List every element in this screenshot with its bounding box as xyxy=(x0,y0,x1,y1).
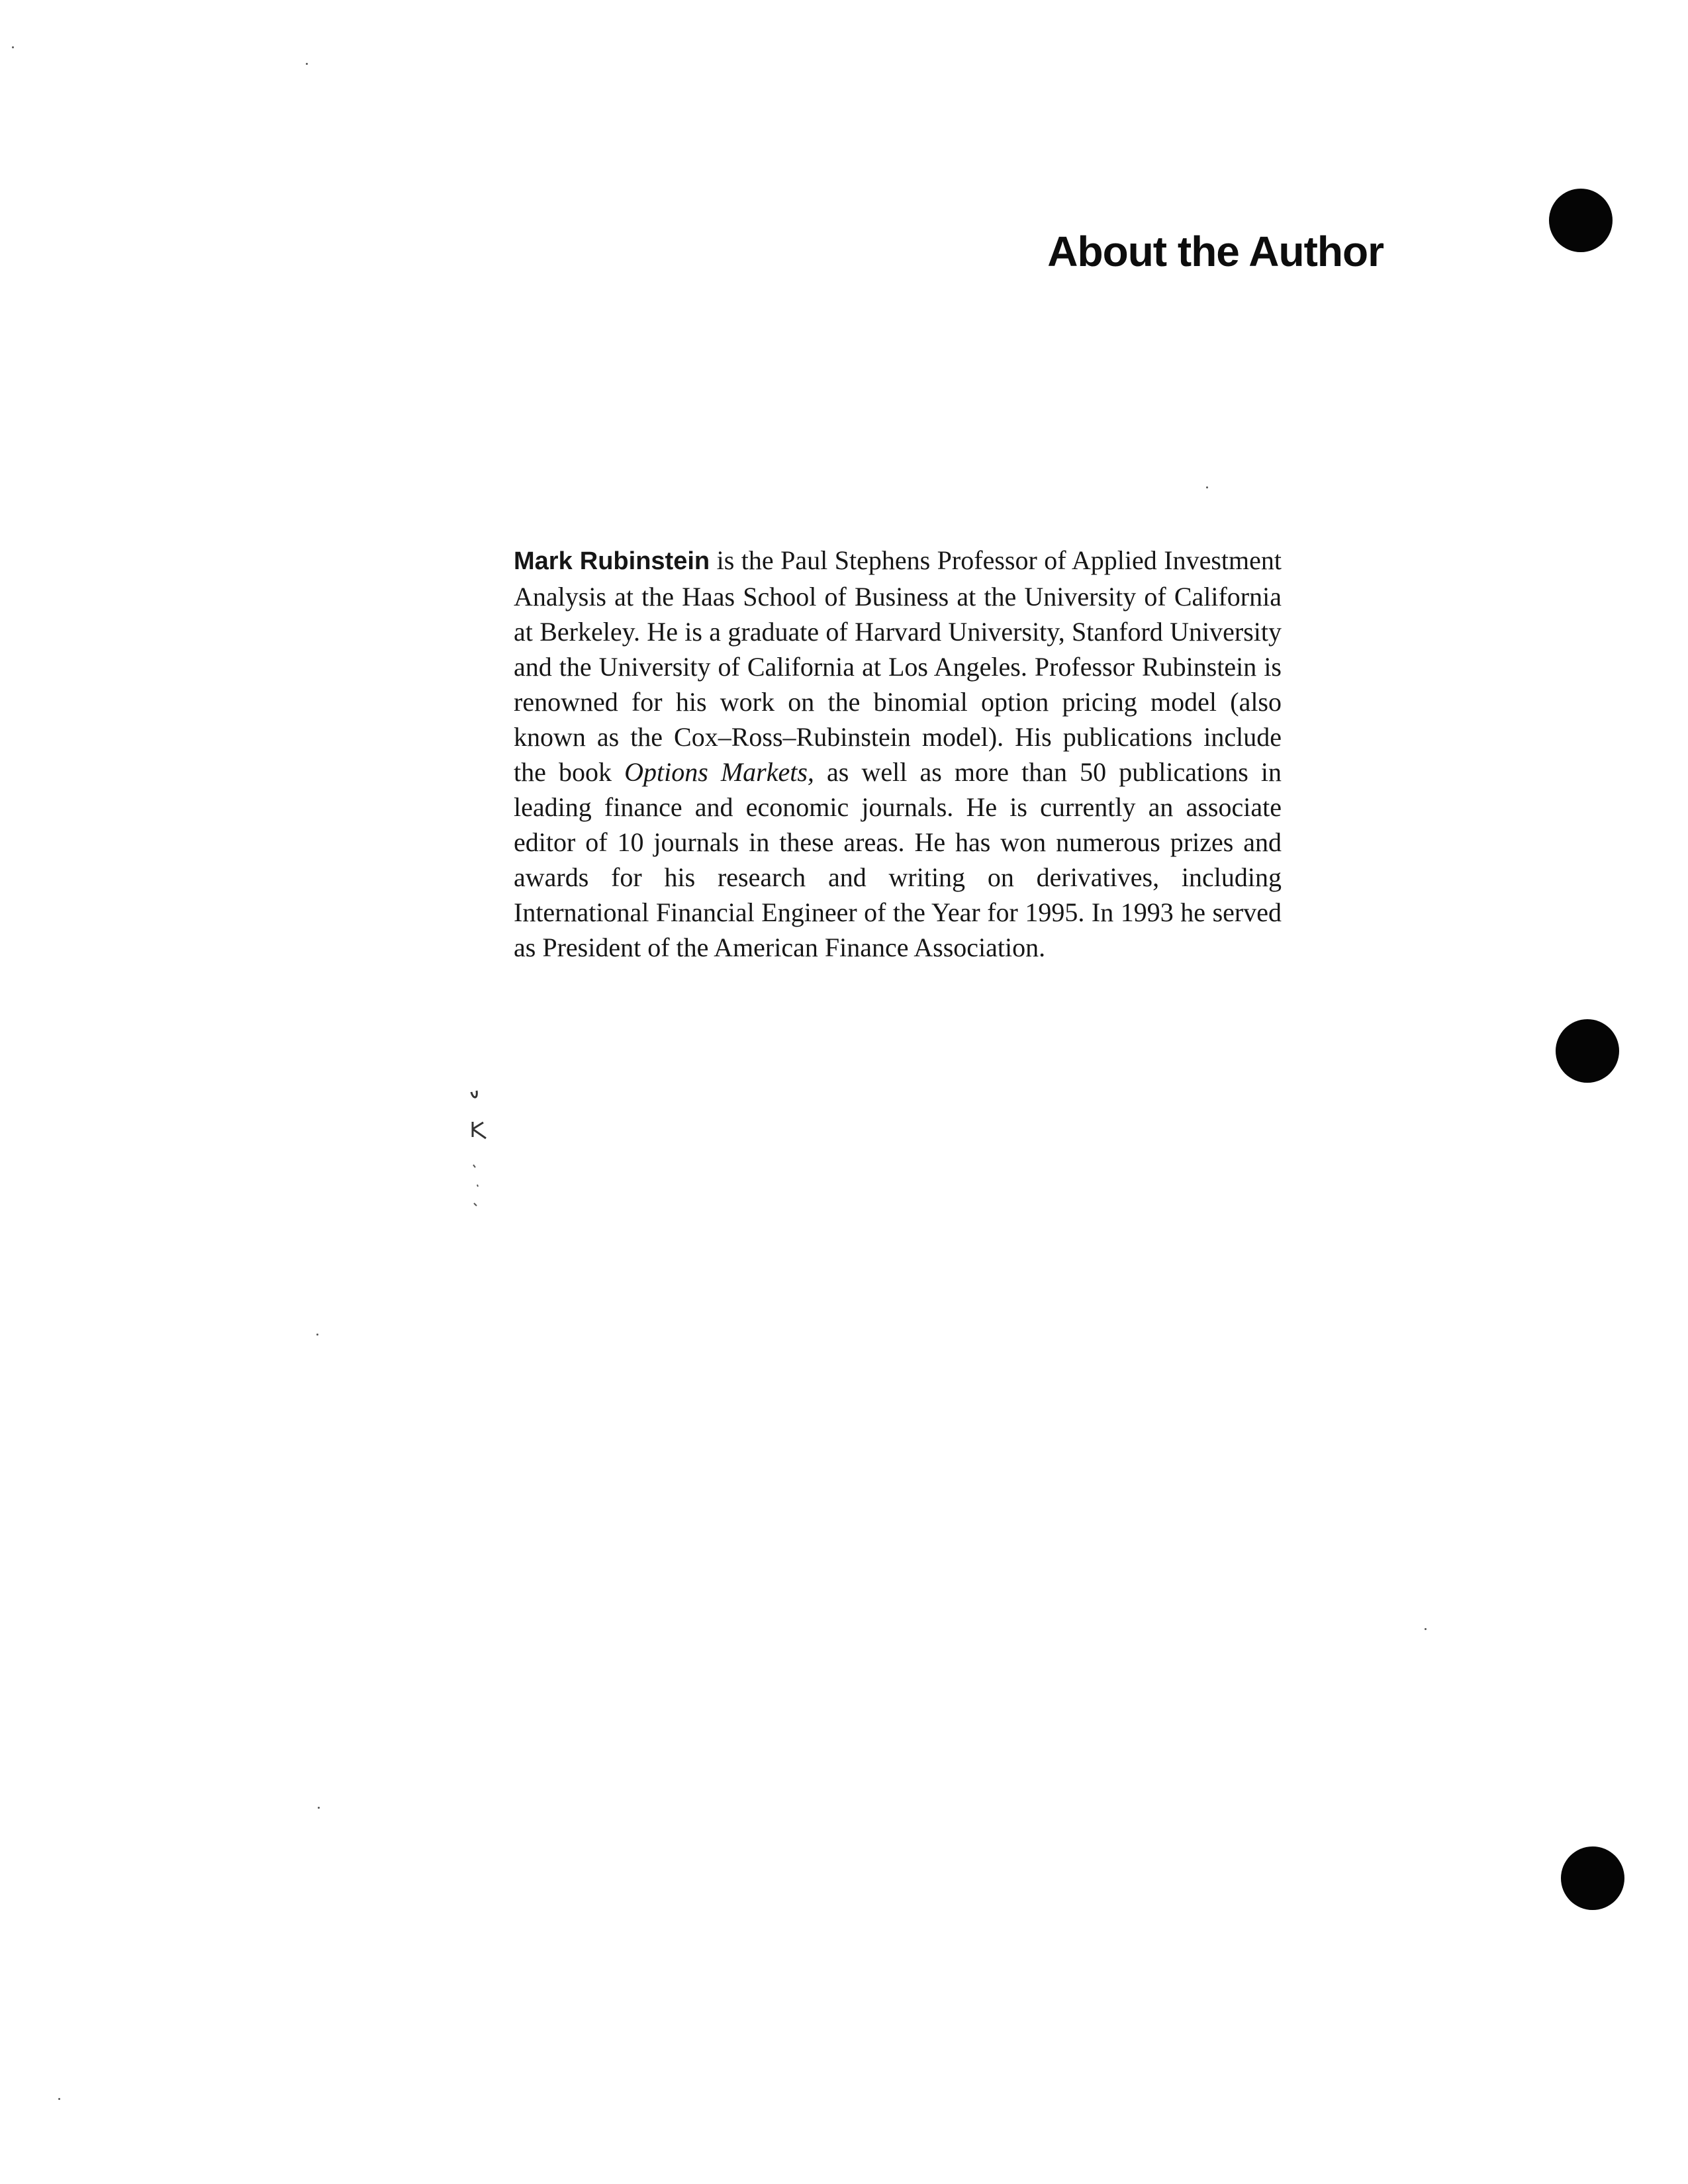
book-title: Options Markets, xyxy=(624,757,814,787)
speck xyxy=(316,1334,318,1336)
speck xyxy=(12,46,14,48)
pencil-scribble-mark xyxy=(463,1085,503,1218)
punch-hole-top xyxy=(1549,189,1613,252)
page-title: About the Author xyxy=(1047,227,1383,275)
punch-hole-bottom xyxy=(1561,1846,1624,1910)
speck xyxy=(306,63,308,65)
speck xyxy=(58,2098,60,2100)
punch-hole-middle xyxy=(1556,1019,1619,1083)
bio-text-part1: is the Paul Stephens Professor of Applied Investment Analysis at the Haas School of Business at the University of California at Berkeley. He is a graduate of Harvard University, Stanford University and the University of California at Los Angeles. Professor Rubinstein is renowned for his work on the binomial option pricing model (also known as the Cox–Ross–Rubinstein model). His publications include the book xyxy=(514,545,1282,787)
bio-text-part2: as well as more than 50 publications in leading finance and economic journals. He is currently an associate editor of 10 journals in these areas. He has won numerous prizes and awards for his research and writing on derivatives, including International Financial Engineer of the Year for 1995. In 1993 he served as President of the American Finance Association. xyxy=(514,757,1282,962)
speck xyxy=(318,1807,320,1809)
author-name: Mark Rubinstein xyxy=(514,547,710,575)
speck xyxy=(1206,486,1208,488)
speck xyxy=(1425,1628,1427,1630)
author-bio xyxy=(514,543,1282,965)
